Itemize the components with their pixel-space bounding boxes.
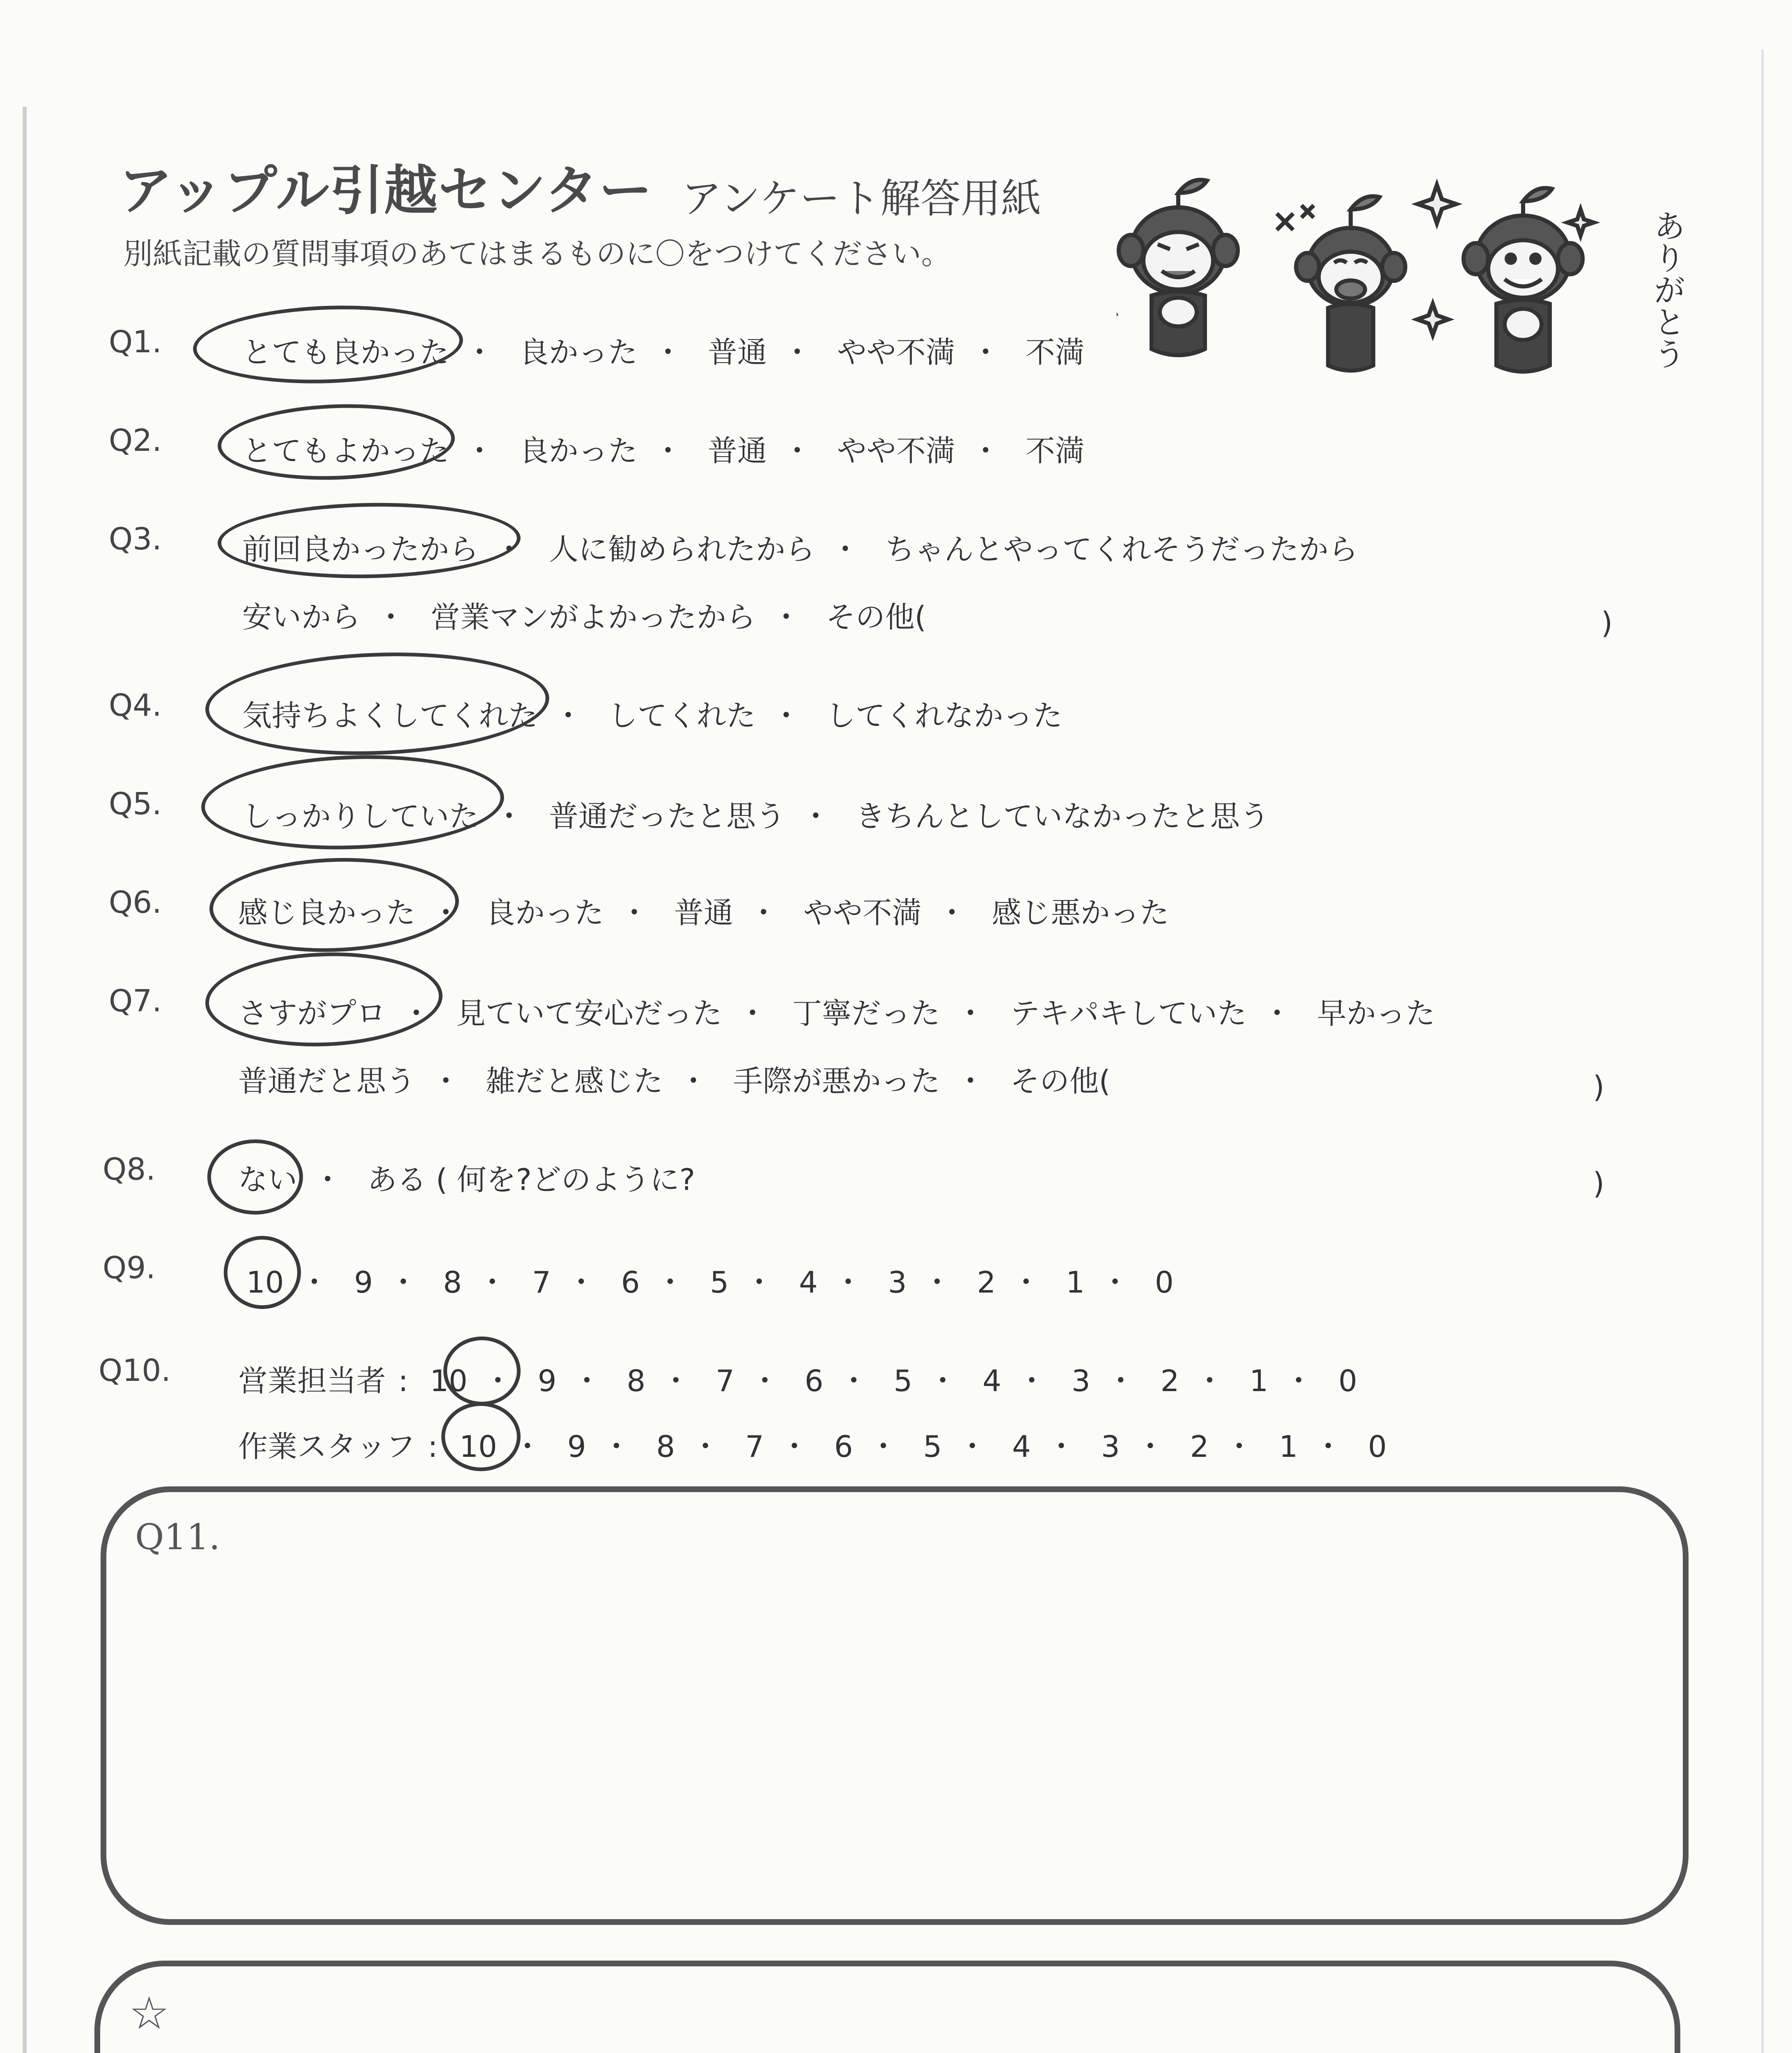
q7-option[interactable]: その他( [1010, 1064, 1111, 1098]
scan-edge-left [23, 107, 27, 2053]
q9-selection-circle [224, 1236, 301, 1309]
question-5-options: しっかりしていた ・ 普通だったと思う ・ きちんとしていなかったと思う [242, 799, 1269, 834]
q10-sales-selection-circle [443, 1337, 521, 1405]
q8-option[interactable]: ない [238, 1162, 298, 1197]
q9-score-option[interactable]: 4 [799, 1265, 818, 1300]
q3-option[interactable]: 安いから [242, 600, 361, 634]
q10-staff-score[interactable]: 2 [1190, 1429, 1209, 1464]
q8-selection-circle [207, 1139, 303, 1215]
question-3-label: Q3. [109, 521, 162, 557]
q3-option[interactable]: 人に勧められたから [548, 532, 815, 567]
q10-sales-score[interactable]: 6 [804, 1364, 824, 1398]
q1-option[interactable]: 良かった [519, 335, 638, 370]
q10-sales-label: 営業担当者 [238, 1364, 386, 1398]
q7-option[interactable]: さすがプロ [238, 996, 386, 1031]
q4-option[interactable]: してくれなかった [826, 698, 1062, 733]
q3-selection-circle [217, 501, 521, 581]
question-1-options: とても良かった ・ 良かった ・ 普通 ・ やや不満 ・ 不満 [242, 335, 1085, 370]
q7-option[interactable]: 早かった [1317, 996, 1435, 1031]
q10-staff-score[interactable]: 8 [656, 1429, 675, 1464]
q10-sales-score[interactable]: 9 [537, 1364, 557, 1398]
q8-close-paren: ) [1593, 1166, 1605, 1201]
q7-option[interactable]: 丁寧だった [792, 996, 940, 1031]
monkey-mascot-middle-icon [1277, 196, 1405, 371]
q11-comment-box[interactable] [101, 1486, 1689, 1925]
q4-option[interactable]: 気持ちよくしてくれた [242, 698, 538, 733]
instruction-text: 別紙記載の質問事項のあてはまるものに〇をつけてください。 [123, 237, 951, 271]
form-subtitle: アンケート解答用紙 [681, 175, 1042, 222]
q4-option[interactable]: してくれた [608, 698, 756, 733]
q9-score-option[interactable]: 2 [977, 1265, 996, 1300]
q6-selection-circle [208, 854, 461, 956]
q10-staff-label: 作業スタッフ [238, 1429, 416, 1464]
q5-selection-circle [200, 750, 506, 854]
q9-score-option[interactable]: 8 [443, 1265, 462, 1300]
question-1-label: Q1. [109, 324, 162, 360]
question-8-options: ない ・ ある ( 何を?どのように? [238, 1162, 695, 1197]
star-icon: ☆ [129, 1987, 170, 2039]
q10-staff-score[interactable]: 3 [1101, 1429, 1120, 1464]
q7-close-paren: ) [1593, 1070, 1605, 1104]
question-2-options: とてもよかった ・ 良かった ・ 普通 ・ やや不満 ・ 不満 [242, 434, 1085, 468]
q8-option[interactable]: ある ( 何を?どのように? [367, 1162, 695, 1197]
q9-score-option[interactable]: 5 [710, 1265, 729, 1300]
q7-option[interactable]: 雑だと感じた [485, 1064, 663, 1098]
q10-staff-score[interactable]: 4 [1012, 1429, 1031, 1464]
q3-option[interactable]: 営業マンがよかったから [430, 600, 756, 634]
q10-staff-score[interactable]: 10 [459, 1429, 497, 1464]
q10-staff-selection-circle [441, 1402, 521, 1471]
q5-option[interactable]: 普通だったと思う [548, 799, 785, 834]
q10-sales-score[interactable]: 3 [1072, 1364, 1090, 1398]
monkey-mascot-right-icon [1417, 185, 1594, 372]
q3-option[interactable]: ちゃんとやってくれそうだったから [885, 532, 1358, 567]
q10-sales-row: 営業担当者 : 10 ・ 9 ・ 8 ・ 7 ・ 6 ・ 5 ・ 4 ・ 3 ・ 2 ・ 1 ・ 0 [238, 1364, 1357, 1398]
question-9-options: 10 ・ 9 ・ 8 ・ 7 ・ 6 ・ 5 ・ 4 ・ 3 ・ 2 ・ 1 ・ 0 [246, 1265, 1174, 1300]
q10-staff-row: 作業スタッフ : 10 ・ 9 ・ 8 ・ 7 ・ 6 ・ 5 ・ 4 ・ 3 ・ 2 ・ 1 ・ 0 [238, 1429, 1387, 1464]
question-3-options-line2: 安いから ・ 営業マンがよかったから ・ その他( [242, 600, 926, 634]
q6-option[interactable]: やや不満 [803, 896, 922, 930]
q7-option[interactable]: 普通だと思う [238, 1064, 416, 1098]
question-4-label: Q4. [109, 688, 162, 723]
q7-option[interactable]: 見ていて安心だった [456, 996, 722, 1031]
q5-option[interactable]: きちんとしていなかったと思う [855, 799, 1269, 834]
q6-option[interactable]: 感じ悪かった [991, 896, 1169, 930]
question-7-label: Q7. [109, 983, 162, 1019]
q9-score-option[interactable]: 7 [532, 1265, 551, 1300]
q10-staff-score[interactable]: 9 [567, 1429, 586, 1464]
q2-option[interactable]: 普通 [707, 434, 767, 468]
question-6-options: 感じ良かった ・ 良かった ・ 普通 ・ やや不満 ・ 感じ悪かった [238, 896, 1169, 930]
q2-option[interactable]: 不満 [1025, 434, 1085, 468]
q9-score-option[interactable]: 10 [246, 1265, 284, 1300]
q3-option[interactable]: 前回良かったから [242, 532, 479, 567]
q5-option[interactable]: しっかりしていた [242, 799, 479, 834]
q10-staff-score[interactable]: 7 [745, 1429, 764, 1464]
monkey-mascots-illustration [1117, 172, 1696, 394]
q10-staff-score[interactable]: 1 [1279, 1429, 1298, 1464]
question-10-label: Q10. [99, 1353, 171, 1388]
q2-selection-circle [216, 400, 456, 484]
q3-option[interactable]: その他( [826, 600, 926, 634]
q1-option[interactable]: とても良かった [242, 335, 450, 370]
question-4-options: 気持ちよくしてくれた ・ してくれた ・ してくれなかった [242, 698, 1062, 733]
q10-sales-score[interactable]: 5 [893, 1364, 913, 1398]
q9-score-option[interactable]: 3 [888, 1265, 907, 1300]
q2-option[interactable]: やや不満 [837, 434, 955, 468]
question-8-label: Q8. [103, 1152, 156, 1187]
q10-staff-score[interactable]: 6 [834, 1429, 853, 1464]
q2-option[interactable]: とてもよかった [242, 434, 450, 468]
q10-sales-score[interactable]: 2 [1160, 1364, 1179, 1398]
q9-score-option[interactable]: 6 [621, 1265, 640, 1300]
q1-selection-circle [192, 301, 464, 388]
q9-score-option[interactable]: 9 [354, 1265, 373, 1300]
q7-option[interactable]: テキパキしていた [1010, 996, 1247, 1031]
monkey-mascot-left-icon [1117, 180, 1238, 355]
q7-selection-circle [204, 948, 444, 1050]
q10-sales-score[interactable]: 8 [626, 1364, 646, 1398]
q6-option[interactable]: 普通 [674, 896, 733, 930]
q9-score-option[interactable]: 1 [1066, 1265, 1085, 1300]
q10-sales-score[interactable]: 10 [430, 1364, 468, 1398]
q11-label: Q11. [135, 1517, 220, 1558]
question-2-label: Q2. [109, 423, 162, 458]
q4-selection-circle [204, 647, 551, 760]
q10-sales-score[interactable]: 4 [982, 1364, 1002, 1398]
q3-close-paren: ) [1601, 606, 1613, 640]
question-9-label: Q9. [103, 1250, 156, 1286]
q1-option[interactable]: 普通 [707, 335, 767, 370]
question-7-options-line2: 普通だと思う ・ 雑だと感じた ・ 手際が悪かった ・ その他( [238, 1064, 1111, 1098]
question-6-label: Q6. [109, 885, 162, 920]
q9-score-option[interactable]: 0 [1155, 1265, 1174, 1300]
q2-option[interactable]: 良かった [519, 434, 638, 468]
q10-sales-score[interactable]: 7 [716, 1364, 734, 1398]
q10-staff-score[interactable]: 0 [1368, 1429, 1387, 1464]
q10-sales-score[interactable]: 0 [1338, 1364, 1357, 1398]
star-comment-box[interactable] [94, 1961, 1680, 2053]
question-5-label: Q5. [109, 786, 162, 822]
q6-option[interactable]: 良かった [485, 896, 604, 930]
company-title: アップル引越センター [119, 159, 653, 222]
q1-option[interactable]: やや不満 [837, 335, 955, 370]
q6-option[interactable]: 感じ良かった [238, 896, 416, 930]
question-7-options: さすがプロ ・ 見ていて安心だった ・ 丁寧だった ・ テキパキしていた ・ 早かった [238, 996, 1435, 1031]
question-3-options: 前回良かったから ・ 人に勧められたから ・ ちゃんとやってくれそうだったから [242, 532, 1358, 567]
q10-sales-score[interactable]: 1 [1249, 1364, 1269, 1398]
mascot-thanks-text: ありがとう [1648, 209, 1685, 370]
q10-staff-score[interactable]: 5 [923, 1429, 942, 1464]
q7-option[interactable]: 手際が悪かった [733, 1064, 940, 1098]
q1-option[interactable]: 不満 [1025, 335, 1085, 370]
scan-edge-right [1761, 49, 1764, 2053]
